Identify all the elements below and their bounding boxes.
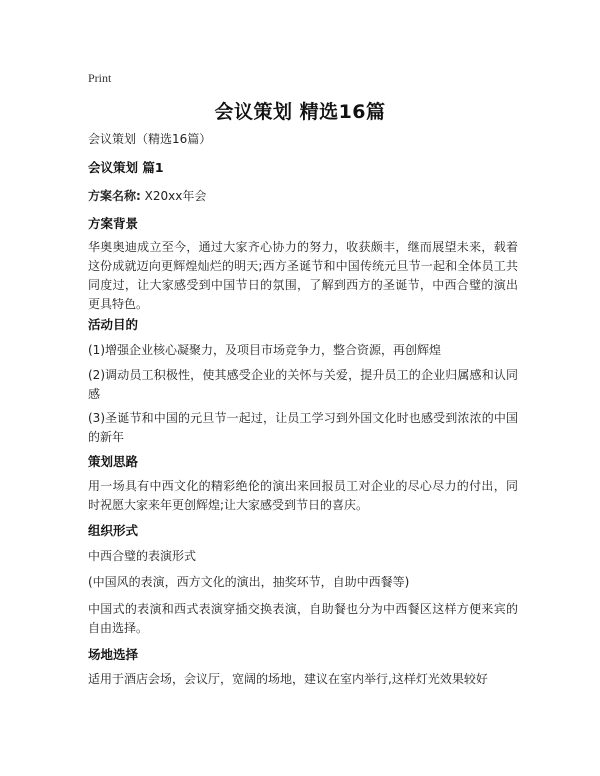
print-label: Print [88,71,112,85]
form-heading: 组织形式 [88,523,139,538]
purpose-item-3: (3)圣诞节和中国的元旦节一起过，让员工学习到外国文化时也感受到浓浓的中国的新年 [88,411,518,444]
venue-heading: 场地选择 [88,647,139,662]
page-title: 会议策划 精选16篇 [214,101,386,123]
background-heading: 方案背景 [88,216,139,231]
venue-paragraph: 适用于酒店会场，会议厅，宽阔的场地，建议在室内举行,这样灯光效果较好 [88,672,488,686]
form-item-2: (中国风的表演，西方文化的演出，抽奖环节，自助中西餐等) [88,575,410,589]
document-subtitle: 会议策划（精选16篇） [88,132,212,146]
plan-name-line [88,187,518,206]
purpose-heading: 活动目的 [88,317,139,332]
plan-name-label: 方案名称: [88,189,141,203]
idea-heading: 策划思路 [88,454,139,469]
plan-name-value: X20xx年会 [144,189,207,203]
form-item-1: 中西合璧的表演形式 [88,549,197,563]
background-paragraph: 华奥奥迪成立至今，通过大家齐心协力的努力，收获颇丰，继而展望未来，载着这份成就迈向更辉煌灿烂的明天;西方圣诞节和中国传统元旦节一起和全体员工共同度过，让大家感受到中国节日的氛围，了解到西方的圣诞节，中西合璧的演出更具特色。 [88,240,518,311]
purpose-item-1: (1)增强企业核心凝聚力，及项目市场竞争力，整合资源，再创辉煌 [88,343,442,357]
section-heading: 会议策划 篇1 [88,160,164,175]
purpose-item-2: (2)调动员工积极性，使其感受企业的关怀与关爱，提升员工的企业归属感和认同感 [88,368,518,401]
form-item-3: 中国式的表演和西式表演穿插交换表演，自助餐也分为中西餐区这样方便来宾的自由选择。 [88,602,518,635]
idea-paragraph: 用一场具有中西文化的精彩绝伦的演出来回报员工对企业的尽心尽力的付出，同时祝愿大家来年更创辉煌;让大家感受到节日的喜庆。 [88,479,518,512]
